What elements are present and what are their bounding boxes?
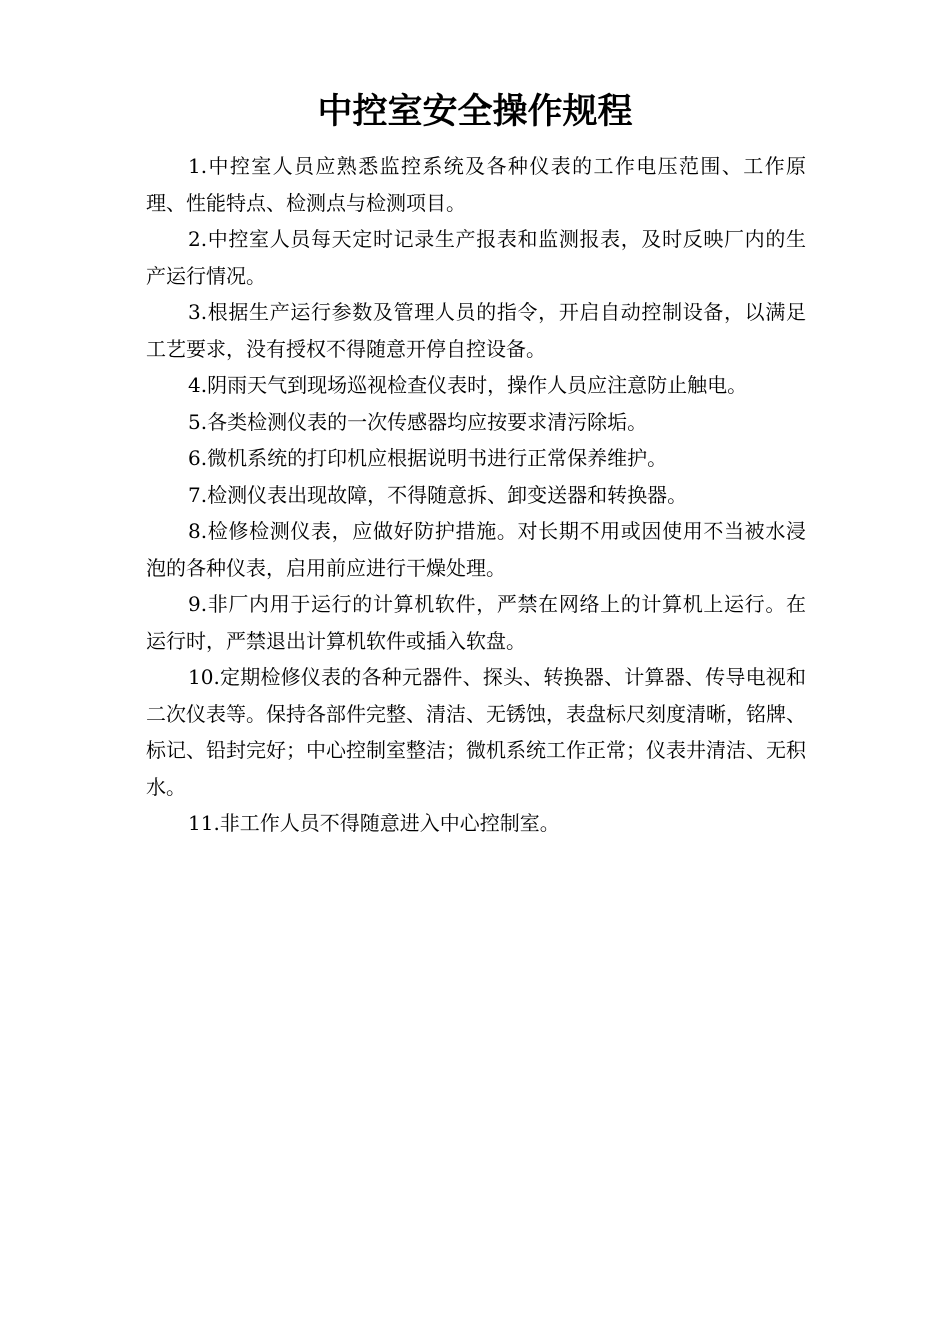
rule-paragraph-8: 8.检修检测仪表，应做好防护措施。对长期不用或因使用不当被水浸泡的各种仪表，启用前应进行干燥处理。 (146, 519, 806, 580)
rule-paragraph-2: 2.中控室人员每天定时记录生产报表和监测报表，及时反映厂内的生产运行情况。 (146, 227, 806, 288)
document-body (146, 148, 806, 842)
rule-paragraph-6: 6.微机系统的打印机应根据说明书进行正常保养维护。 (188, 446, 668, 470)
document-title: 中控室安全操作规程 (317, 91, 633, 132)
rule-paragraph-9: 9.非厂内用于运行的计算机软件，严禁在网络上的计算机上运行。在运行时，严禁退出计算机软件或插入软盘。 (146, 592, 806, 653)
rule-paragraph-3: 3.根据生产运行参数及管理人员的指令，开启自动控制设备，以满足工艺要求，没有授权不得随意开停自控设备。 (146, 300, 806, 361)
rule-paragraph-1: 1.中控室人员应熟悉监控系统及各种仪表的工作电压范围、工作原理、性能特点、检测点与检测项目。 (146, 154, 806, 215)
rule-paragraph-10: 10.定期检修仪表的各种元器件、探头、转换器、计算器、传导电视和二次仪表等。保持各部件完整、清洁、无锈蚀，表盘标尺刻度清晰，铭牌、标记、铅封完好；中心控制室整洁；微机系统工作正常；仪表井清洁、无积水。 (146, 665, 806, 799)
rule-paragraph-11: 11.非工作人员不得随意进入中心控制室。 (188, 811, 560, 835)
rule-paragraph-5: 5.各类检测仪表的一次传感器均应按要求清污除垢。 (188, 409, 648, 434)
rule-paragraph-4: 4.阴雨天气到现场巡视检查仪表时，操作人员应注意防止触电。 (188, 373, 748, 397)
rule-paragraph-7: 7.检测仪表出现故障，不得随意拆、卸变送器和转换器。 (188, 482, 688, 507)
